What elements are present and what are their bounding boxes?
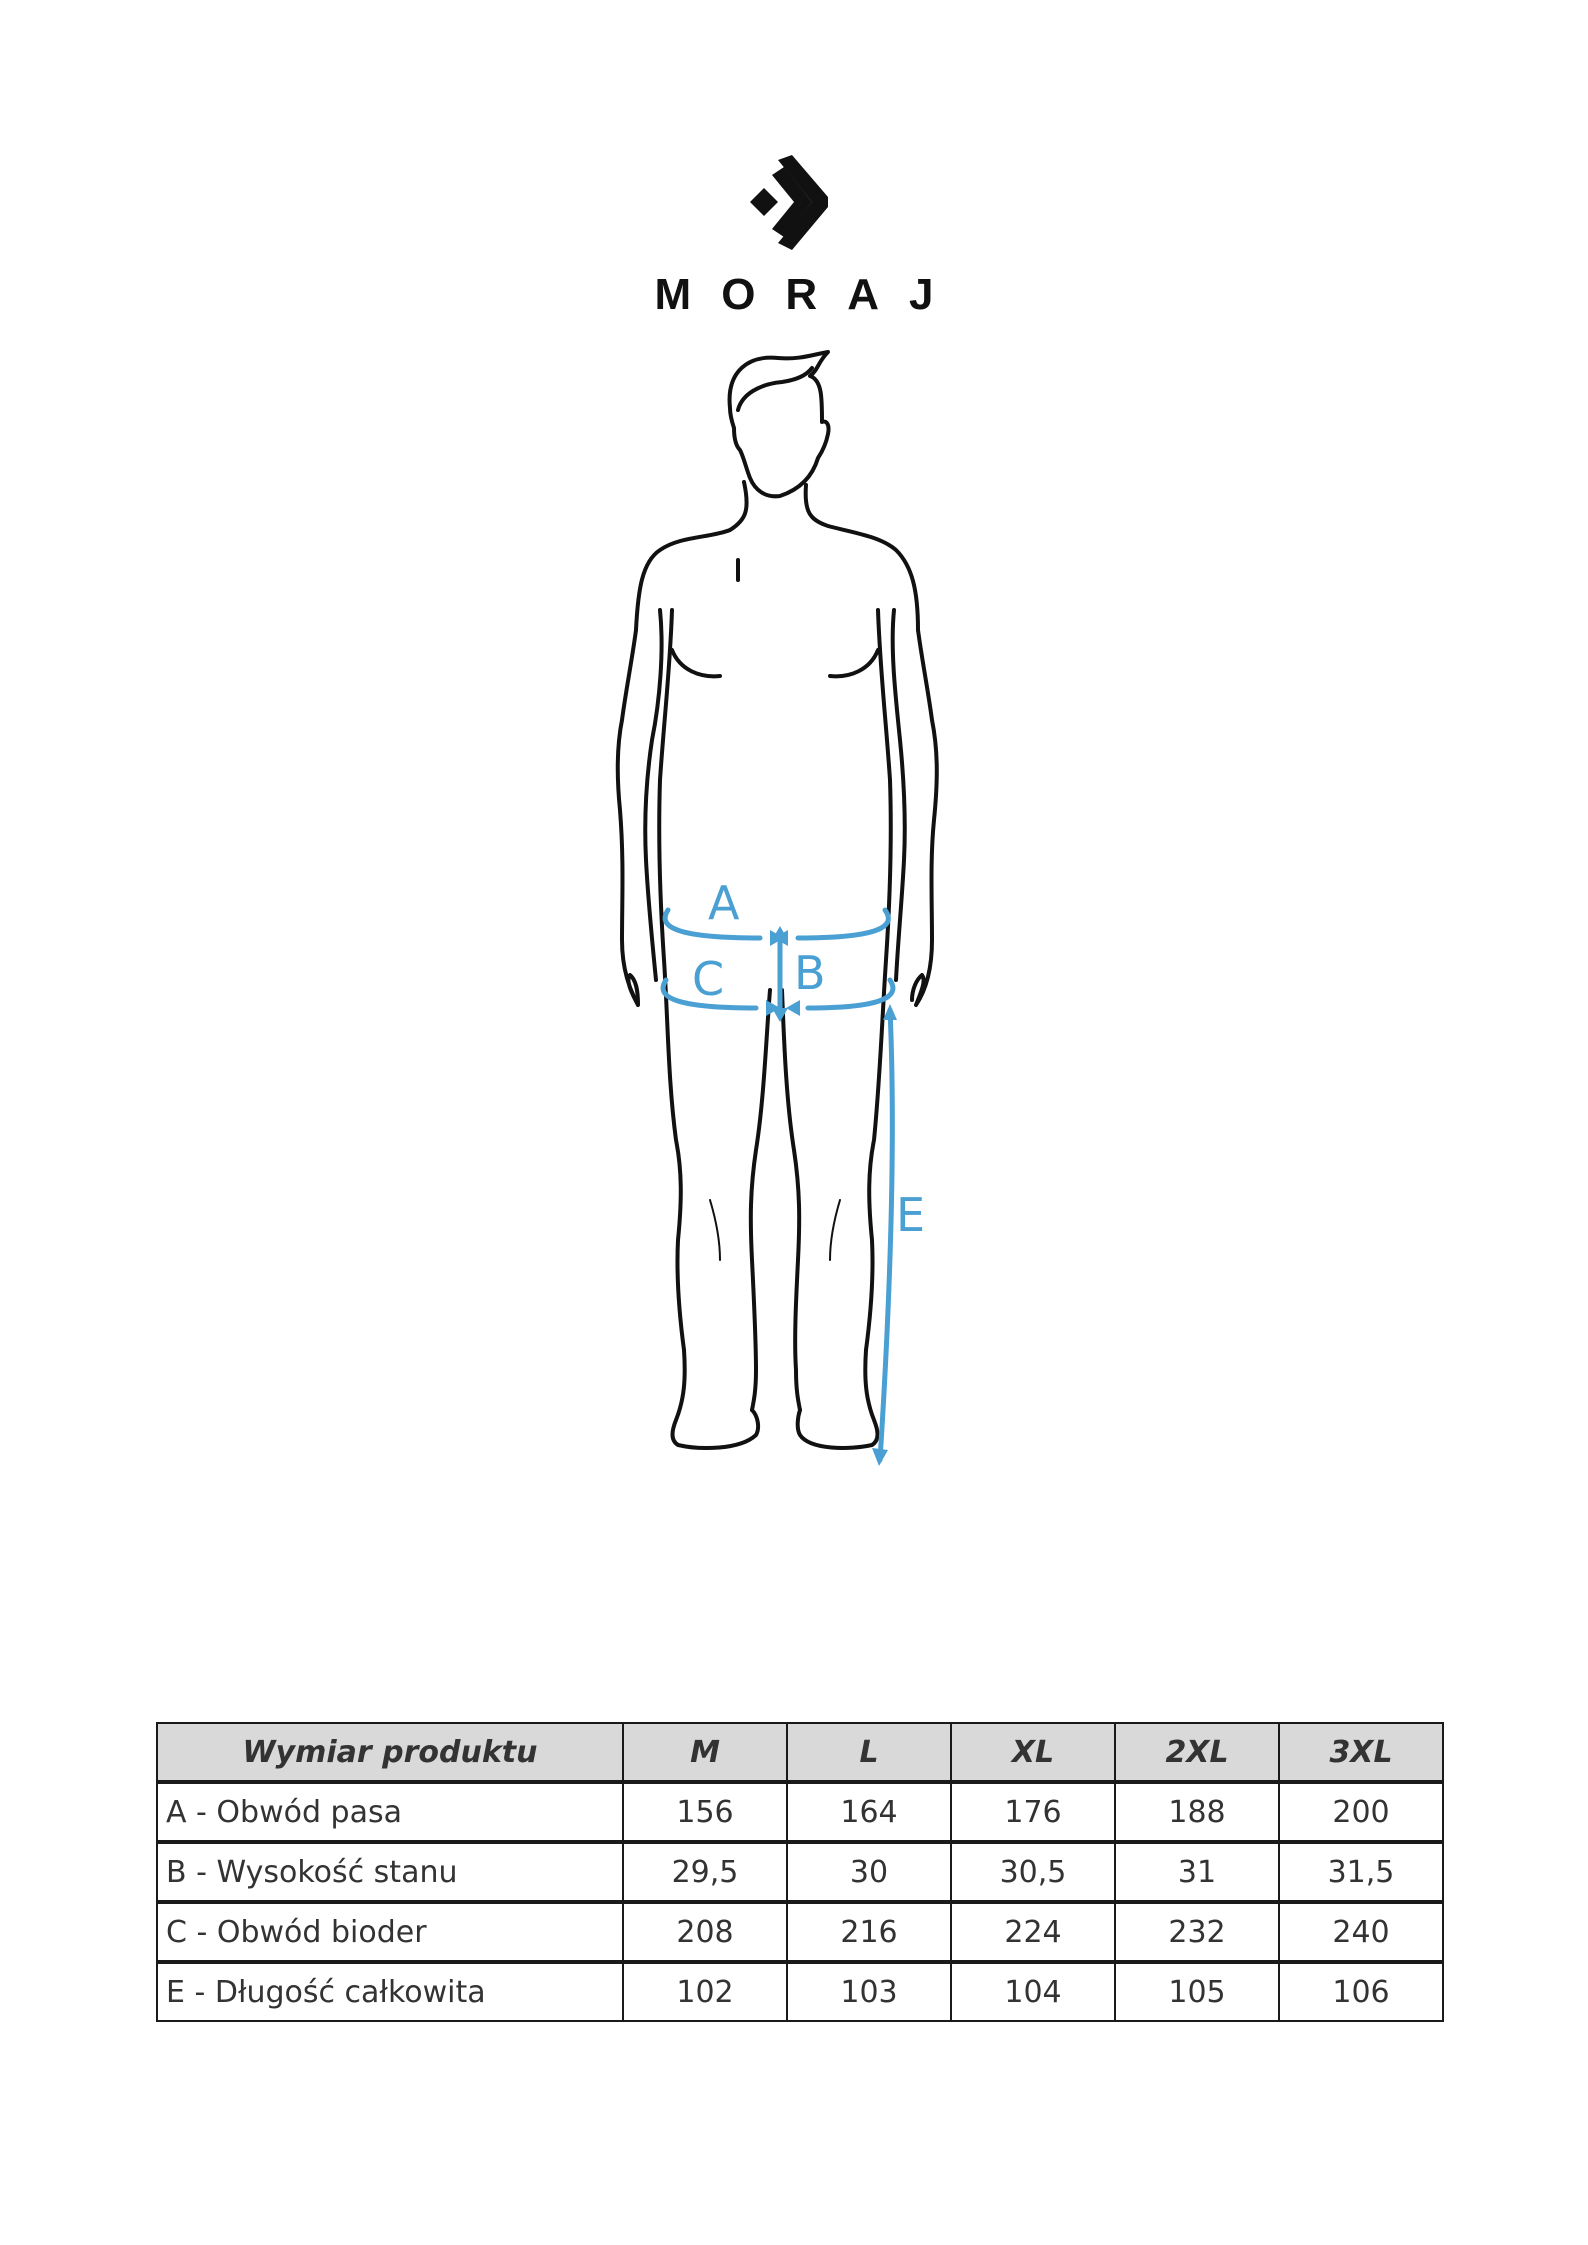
table-cell: 216 (787, 1902, 951, 1962)
table-cell: 156 (623, 1782, 787, 1842)
table-cell: 31,5 (1279, 1842, 1443, 1902)
table-cell: 104 (951, 1962, 1115, 2021)
table-cell: 103 (787, 1962, 951, 2021)
row-label: B - Wysokość stanu (157, 1842, 623, 1902)
table-cell: 105 (1115, 1962, 1279, 2021)
brand-logo-icon (750, 155, 845, 250)
row-label: C - Obwód bioder (157, 1902, 623, 1962)
table-cell: 188 (1115, 1782, 1279, 1842)
table-cell: 106 (1279, 1962, 1443, 2021)
row-label: E - Długość całkowita (157, 1962, 623, 2021)
measurement-label-c: C (692, 952, 725, 1006)
table-cell: 30 (787, 1842, 951, 1902)
table-header-row (157, 1723, 1443, 1782)
measurement-label-b: B (794, 946, 826, 1000)
measurement-label-e: E (896, 1188, 926, 1242)
table-cell: 240 (1279, 1902, 1443, 1962)
table-row (157, 1782, 1443, 1842)
table-cell: 208 (623, 1902, 787, 1962)
table-cell: 102 (623, 1962, 787, 2021)
table-row (157, 1962, 1443, 2021)
measurement-label-a: A (708, 876, 740, 930)
row-label: A - Obwód pasa (157, 1782, 623, 1842)
table-row (157, 1842, 1443, 1902)
table-cell: 30,5 (951, 1842, 1115, 1902)
body-outline-drawing (560, 340, 980, 1540)
header-size-3xl: 3XL (1279, 1723, 1443, 1782)
header-dimension: Wymiar produktu (157, 1723, 623, 1782)
header-size-l: L (787, 1723, 951, 1782)
body-measurement-figure (560, 340, 980, 1540)
header-size-2xl: 2XL (1115, 1723, 1279, 1782)
size-chart-table (156, 1722, 1444, 2022)
header-size-m: M (623, 1723, 787, 1782)
brand-name: MORAJ (654, 270, 964, 319)
table-cell: 176 (951, 1782, 1115, 1842)
table-row (157, 1902, 1443, 1962)
table-cell: 224 (951, 1902, 1115, 1962)
header-size-xl: XL (951, 1723, 1115, 1782)
table-cell: 29,5 (623, 1842, 787, 1902)
table-cell: 232 (1115, 1902, 1279, 1962)
table-cell: 31 (1115, 1842, 1279, 1902)
table-cell: 164 (787, 1782, 951, 1842)
table-cell: 200 (1279, 1782, 1443, 1842)
